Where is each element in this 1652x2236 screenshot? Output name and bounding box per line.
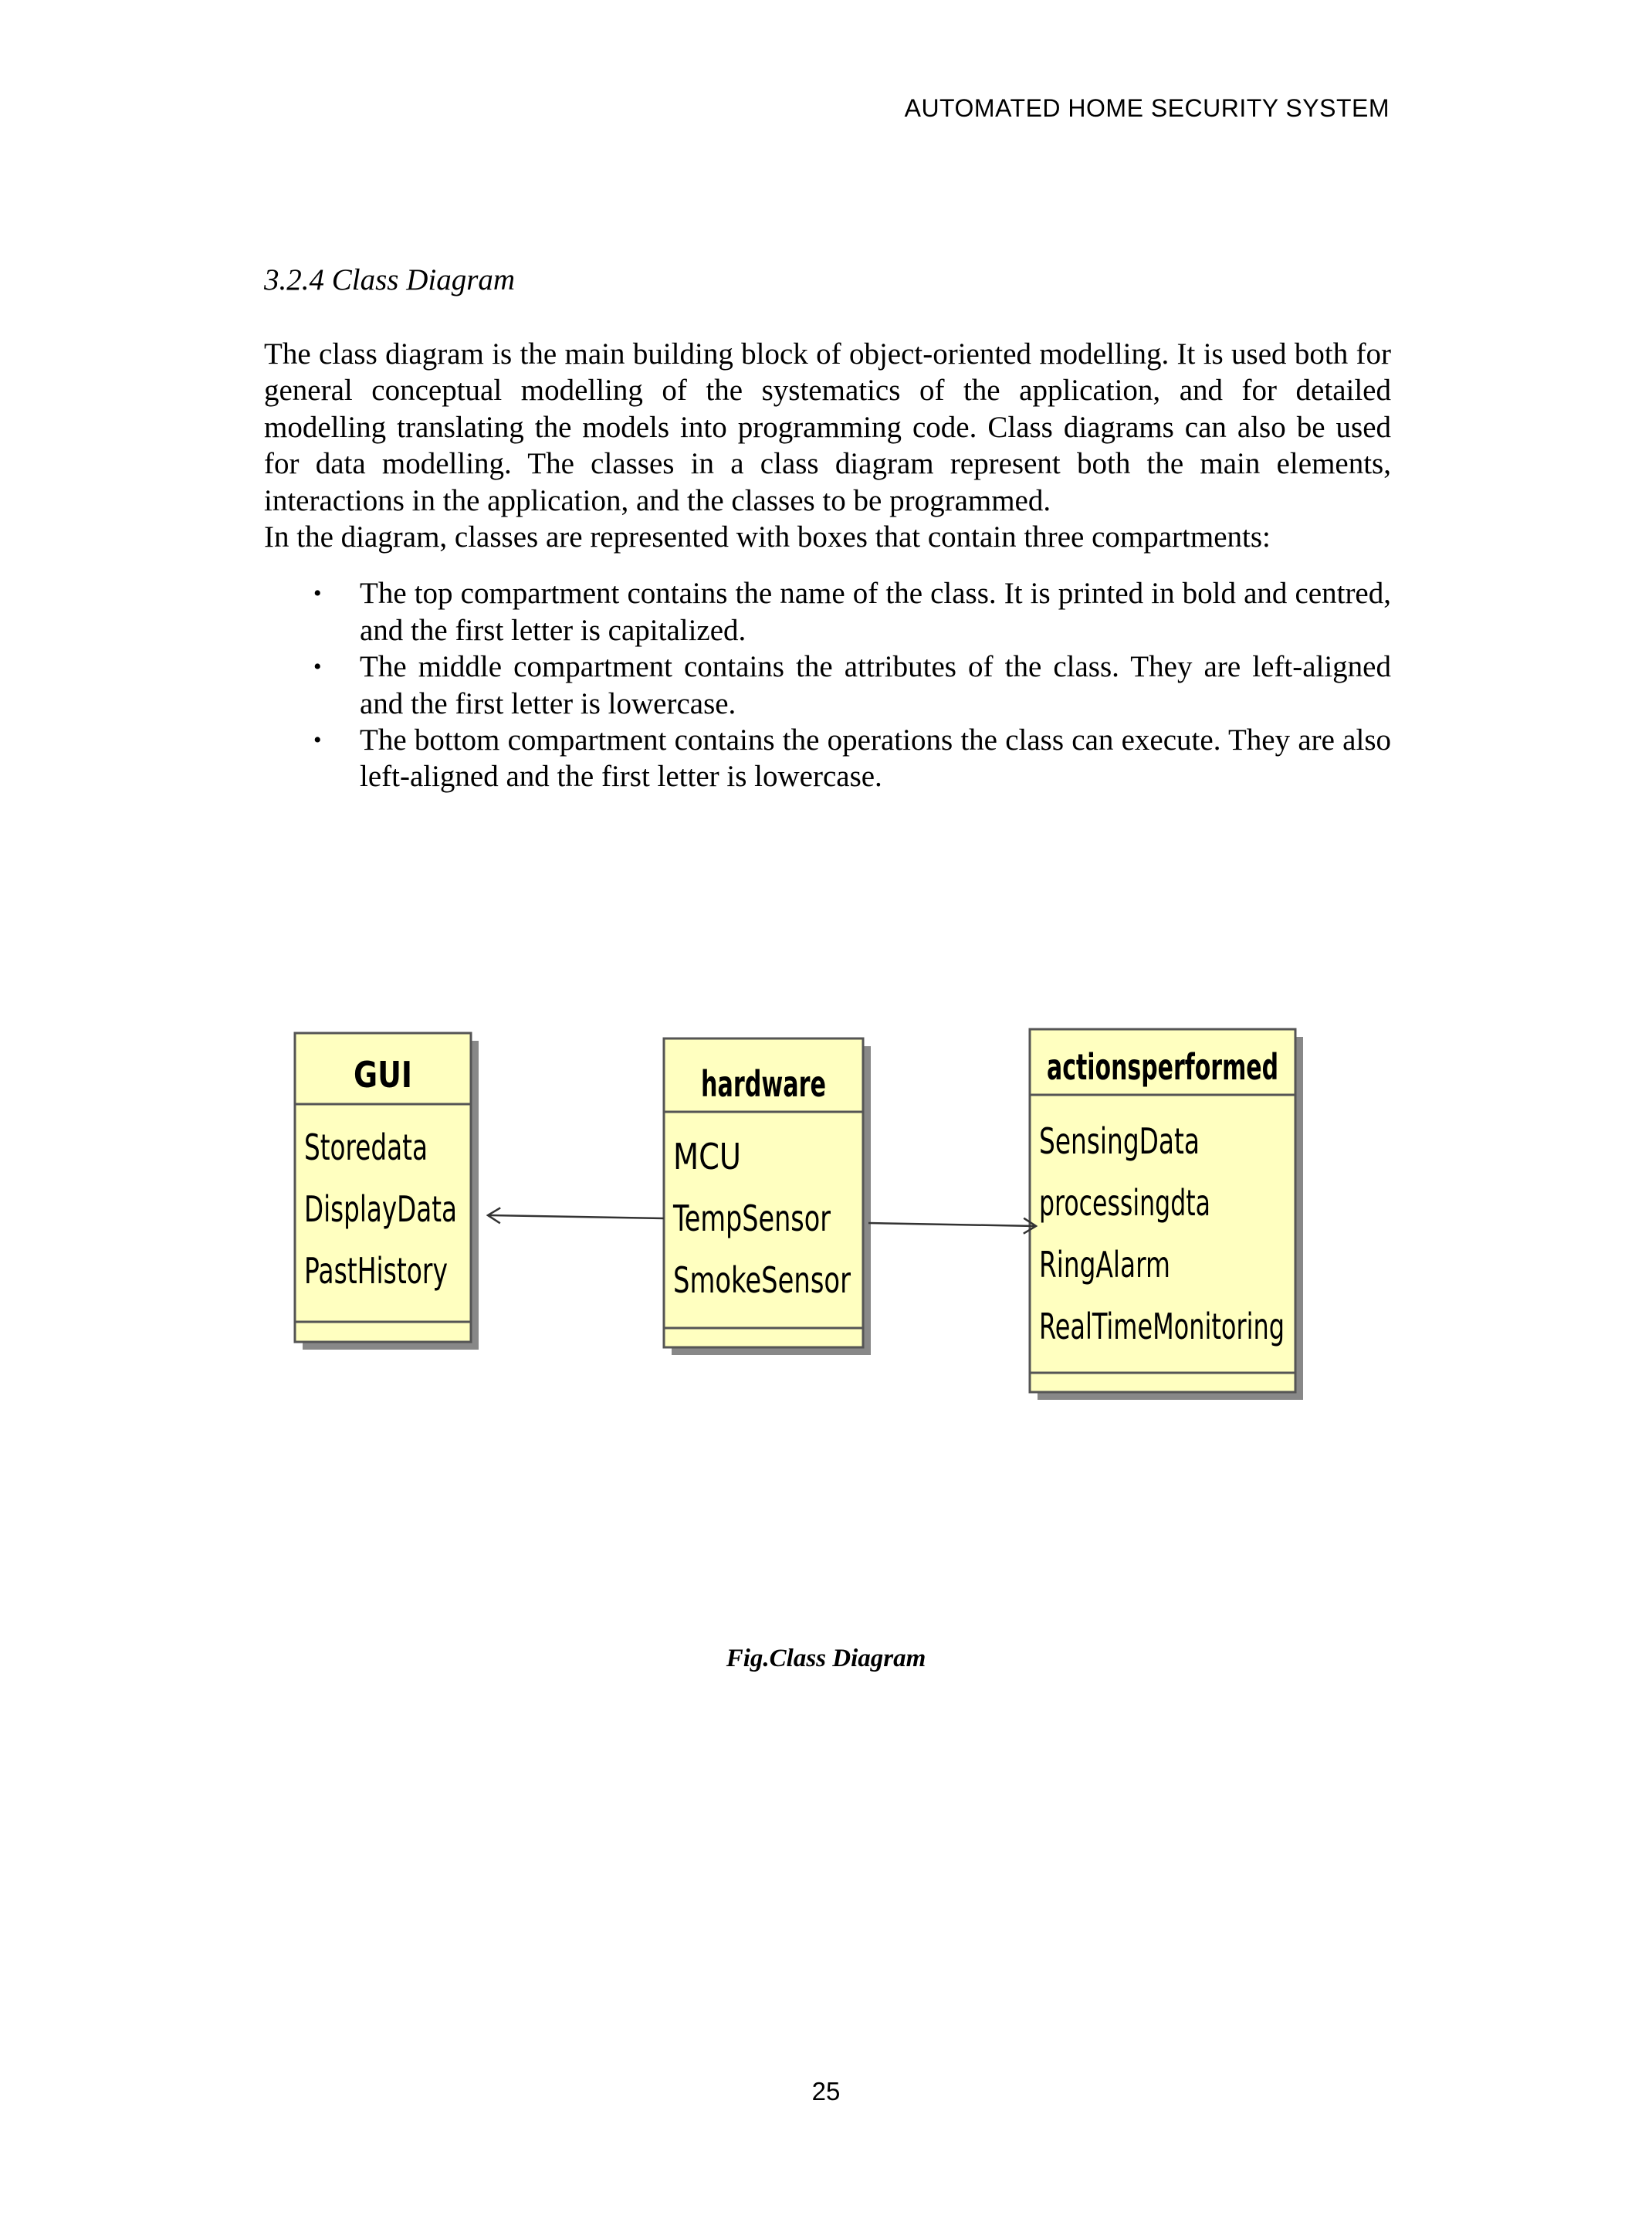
class-attribute: MCU: [673, 1136, 741, 1177]
class-attribute: RingAlarm: [1039, 1244, 1170, 1286]
compartments-paragraph: In the diagram, classes are represented with boxes that contain three compartments:: [264, 520, 1271, 554]
class-attribute: DisplayData: [304, 1188, 457, 1230]
bullet-glyph: •: [313, 581, 322, 607]
class-attribute: PastHistory: [304, 1250, 448, 1292]
class-box-actionsperformed: [1030, 1029, 1303, 1400]
class-name: hardware: [701, 1063, 826, 1105]
compartment-list: [264, 575, 1391, 794]
association-hardware-to-gui: [488, 1215, 664, 1218]
class-attribute: TempSensor: [672, 1198, 831, 1239]
list-item: [264, 649, 1391, 722]
class-attribute: Storedata: [304, 1126, 428, 1168]
class-attribute: SmokeSensor: [673, 1259, 851, 1301]
class-name: actionsperformed: [1047, 1046, 1278, 1088]
bullet-glyph: •: [313, 654, 322, 680]
list-item-text: The top compartment contains the name of the class. It is printed in bold and centred, and the first letter is capitalized.: [360, 577, 1391, 647]
figure-caption: Fig.Class Diagram: [726, 1645, 926, 1672]
class-attribute: RealTimeMonitoring: [1039, 1306, 1285, 1347]
bullet-glyph: •: [313, 727, 322, 754]
running-header: AUTOMATED HOME SECURITY SYSTEM: [904, 94, 1390, 122]
list-item: [264, 722, 1391, 795]
body-text: [264, 336, 1391, 795]
association-hardware-to-actionsperformed: [868, 1223, 1036, 1226]
class-attribute: SensingData: [1039, 1120, 1200, 1162]
list-item: [264, 575, 1391, 649]
class-box-gui: [295, 1033, 479, 1350]
class-attribute: processingdta: [1039, 1182, 1210, 1224]
section-heading: 3.2.4 Class Diagram: [264, 263, 516, 296]
class-name: GUI: [354, 1054, 412, 1096]
list-item-text: The bottom compartment contains the operations the class can execute. They are also left-aligned and the first letter is lowercase.: [360, 723, 1391, 794]
intro-paragraph: The class diagram is the main building block of object-oriented modelling. It is used both for general conceptual modelling of the systematics of the application, and for detailed modelling translating the models into programming code. Class diagrams can also be used for data modelling. The classes in a class diagram represent both the main elements, interactions in the application, and the classes to be programmed.: [264, 337, 1391, 517]
page-number: 25: [811, 2077, 841, 2106]
class-diagram: [293, 1027, 1320, 1428]
list-item-text: The middle compartment contains the attributes of the class. They are left-aligned and the first letter is lowercase.: [360, 650, 1391, 720]
class-box-hardware: [664, 1038, 871, 1355]
